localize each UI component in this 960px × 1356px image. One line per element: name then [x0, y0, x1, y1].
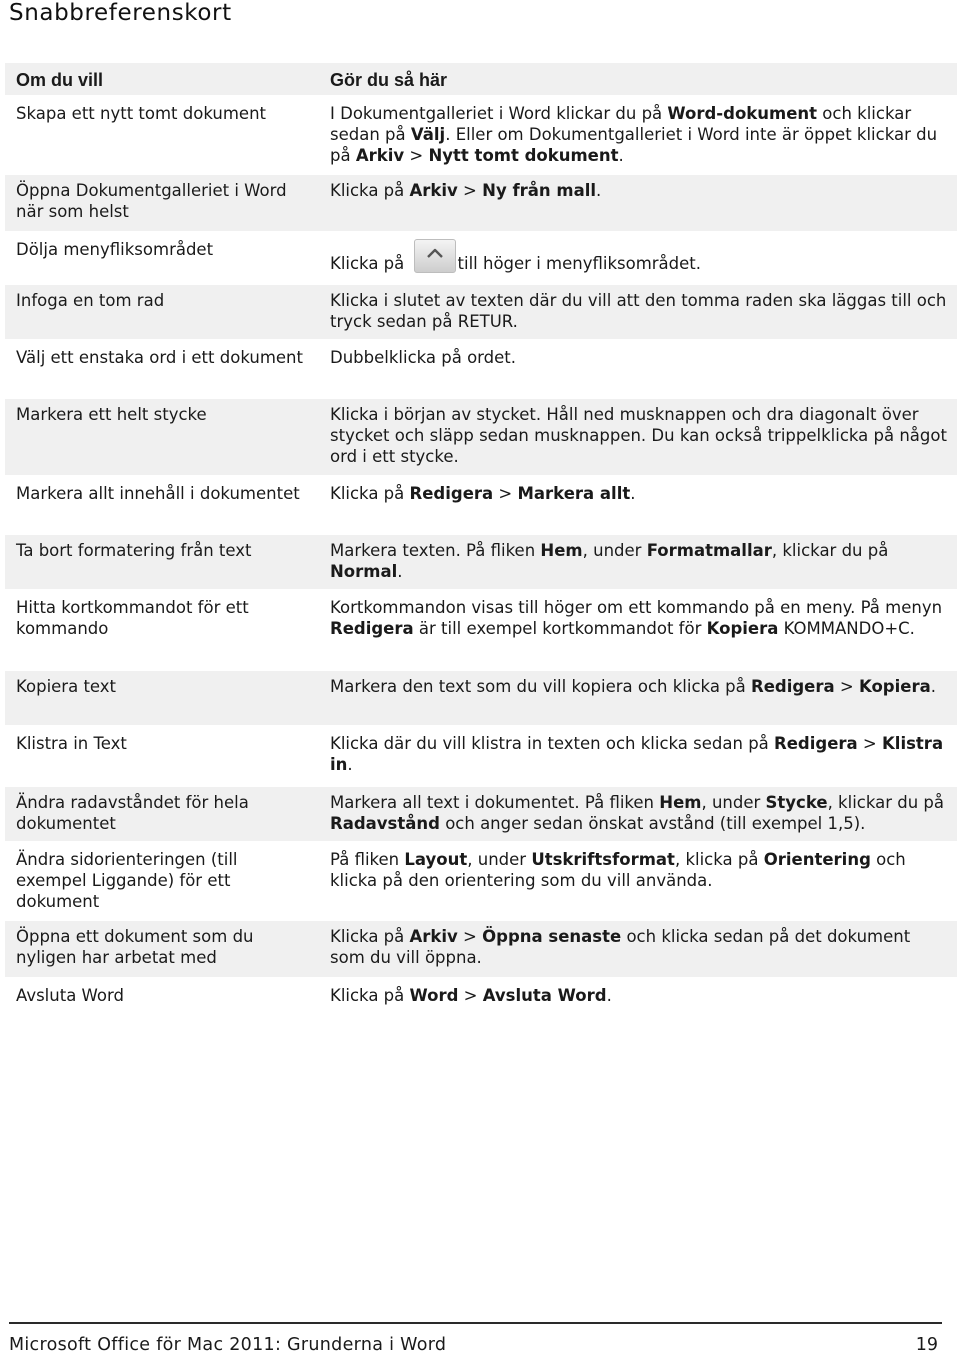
table-row: [5, 175, 957, 231]
command-name: Klistra in: [330, 734, 944, 774]
step-text: .: [397, 562, 403, 581]
step-text: .: [347, 755, 353, 774]
command-name: Ny från mall: [482, 181, 597, 200]
command-name: Arkiv: [409, 927, 458, 946]
table-row: [5, 980, 957, 1011]
step-text: Klicka på: [330, 927, 410, 946]
step-text: Markera den text som du vill kopiera och klicka på: [330, 677, 751, 696]
task-cell: Ta bort formatering från text: [5, 535, 319, 589]
command-name: Arkiv: [355, 146, 405, 165]
table-row: [5, 285, 957, 339]
command-name: Hem: [659, 793, 702, 812]
steps-cell: [319, 478, 957, 532]
command-name: Välj: [410, 125, 446, 144]
command-name: Öppna senaste: [482, 927, 622, 946]
task-cell: Ändra radavståndet för hela dokumentet: [5, 787, 319, 841]
steps-cell: [319, 728, 957, 784]
step-text: Markera all text i dokumentet. På fliken: [330, 793, 660, 812]
step-text: till höger i menyfliksområdet.: [457, 254, 701, 273]
command-name: Word-dokument: [667, 104, 818, 123]
step-text: Klicka i början av stycket. Håll ned musknappen och dra diagonalt över stycket och släpp sedan musknappen. Du kan också trippelklicka på något ord i ett stycke.: [330, 405, 947, 466]
step-text: och klicka sedan på det dokument som du vill öppna.: [330, 927, 911, 967]
quick-reference-table: [5, 60, 957, 1014]
table-row: [5, 592, 957, 668]
command-name: Utskriftsformat: [531, 850, 675, 869]
task-cell: Kopiera text: [5, 671, 319, 725]
footer-rule: [9, 1322, 942, 1324]
step-text: >: [457, 927, 483, 946]
steps-cell: [319, 535, 957, 589]
task-cell: Klistra in Text: [5, 728, 319, 784]
step-text: Klicka i slutet av texten där du vill att den tomma raden ska läggas till och tryck sedan på RETUR.: [330, 291, 947, 331]
step-text: och anger sedan önskat avstånd (till exempel 1,5).: [439, 814, 866, 833]
table-row: [5, 728, 957, 784]
step-text: , klicka på: [674, 850, 764, 869]
steps-cell: [319, 592, 957, 668]
command-name: Nytt tomt dokument: [428, 146, 619, 165]
step-text: , under: [582, 541, 647, 560]
command-name: Kopiera: [706, 619, 779, 638]
table-row: [5, 921, 957, 977]
step-text: .: [596, 181, 602, 200]
page-title: Snabbreferenskort: [9, 0, 232, 26]
table-row: [5, 98, 957, 172]
table-body: [5, 98, 957, 1011]
page-number: 19: [915, 1335, 938, 1355]
step-text: Klicka på: [330, 484, 410, 503]
step-text: , klickar du på: [827, 793, 945, 812]
step-text: Klicka på: [330, 254, 410, 273]
step-text: .: [630, 484, 636, 503]
step-text: >: [404, 146, 429, 165]
table-header-row: [5, 63, 957, 95]
step-text: Markera texten. På fliken: [330, 541, 541, 560]
step-text: , under: [701, 793, 766, 812]
task-cell: Markera allt innehåll i dokumentet: [5, 478, 319, 532]
command-name: Avsluta Word: [482, 986, 607, 1005]
steps-cell: [319, 175, 957, 231]
table-row: [5, 478, 957, 532]
step-text: >: [457, 181, 483, 200]
step-text: Klicka på: [330, 986, 410, 1005]
steps-cell: [319, 285, 957, 339]
table-row: [5, 234, 957, 282]
collapse-ribbon-icon: [414, 239, 456, 273]
command-name: Stycke: [765, 793, 828, 812]
footer-title: Microsoft Office för Mac 2011: Grunderna i Word: [9, 1335, 447, 1355]
task-cell: Avsluta Word: [5, 980, 319, 1011]
task-cell: Markera ett helt stycke: [5, 399, 319, 475]
command-name: Layout: [404, 850, 468, 869]
command-name: Redigera: [751, 677, 835, 696]
step-text: >: [857, 734, 882, 753]
header-task: Om du vill: [5, 63, 319, 95]
command-name: Word: [409, 986, 459, 1005]
step-text: , under: [467, 850, 532, 869]
command-name: Redigera: [774, 734, 858, 753]
steps-cell: [319, 671, 957, 725]
command-name: Redigera: [330, 619, 414, 638]
step-text: .: [930, 677, 936, 696]
command-name: Redigera: [409, 484, 494, 503]
table-row: [5, 535, 957, 589]
step-text: och klicka på den orientering som du vill använda.: [330, 850, 906, 890]
step-text: är till exempel kortkommandot för: [413, 619, 707, 638]
step-text: . Eller om Dokumentgalleriet i Word inte är öppet klickar du på: [330, 125, 938, 165]
command-name: Normal: [330, 562, 398, 581]
task-cell: Dölja menyfliksområdet: [5, 234, 319, 282]
command-name: Markera allt: [517, 484, 631, 503]
steps-cell: [319, 342, 957, 396]
command-name: Formatmallar: [646, 541, 772, 560]
task-cell: Hitta kortkommandot för ett kommando: [5, 592, 319, 668]
table-row: [5, 399, 957, 475]
steps-cell: [319, 980, 957, 1011]
steps-cell: [319, 98, 957, 172]
step-text: Dubbelklicka på ordet.: [330, 348, 517, 367]
step-text: På fliken: [330, 850, 405, 869]
steps-cell: [319, 921, 957, 977]
step-text: >: [834, 677, 859, 696]
command-name: Orientering: [763, 850, 871, 869]
steps-cell: [319, 399, 957, 475]
step-text: Klicka på: [330, 181, 410, 200]
table-row: [5, 787, 957, 841]
header-steps: Gör du så här: [319, 63, 957, 95]
task-cell: Välj ett enstaka ord i ett dokument: [5, 342, 319, 396]
step-text: Kortkommandon visas till höger om ett kommando på en meny. På menyn: [330, 598, 943, 617]
steps-cell: [319, 844, 957, 918]
task-cell: Skapa ett nytt tomt dokument: [5, 98, 319, 172]
step-text: >: [458, 986, 483, 1005]
step-text: .: [606, 986, 612, 1005]
step-text: I Dokumentgalleriet i Word klickar du på: [330, 104, 668, 123]
task-cell: Öppna ett dokument som du nyligen har arbetat med: [5, 921, 319, 977]
command-name: Arkiv: [409, 181, 458, 200]
task-cell: Ändra sidorienteringen (till exempel Liggande) för ett dokument: [5, 844, 319, 918]
step-text: och klickar sedan på: [330, 104, 912, 144]
steps-cell: [319, 234, 957, 282]
step-text: , klickar du på: [771, 541, 889, 560]
step-text: Klicka där du vill klistra in texten och klicka sedan på: [330, 734, 775, 753]
steps-cell: [319, 787, 957, 841]
step-text: .: [618, 146, 624, 165]
command-name: Radavstånd: [330, 814, 440, 833]
step-text: >: [493, 484, 518, 503]
command-name: Hem: [540, 541, 583, 560]
table-row: [5, 671, 957, 725]
table-row: [5, 342, 957, 396]
table-row: [5, 844, 957, 918]
step-text: KOMMANDO+C.: [778, 619, 915, 638]
command-name: Kopiera: [858, 677, 931, 696]
task-cell: Infoga en tom rad: [5, 285, 319, 339]
task-cell: Öppna Dokumentgalleriet i Word när som helst: [5, 175, 319, 231]
